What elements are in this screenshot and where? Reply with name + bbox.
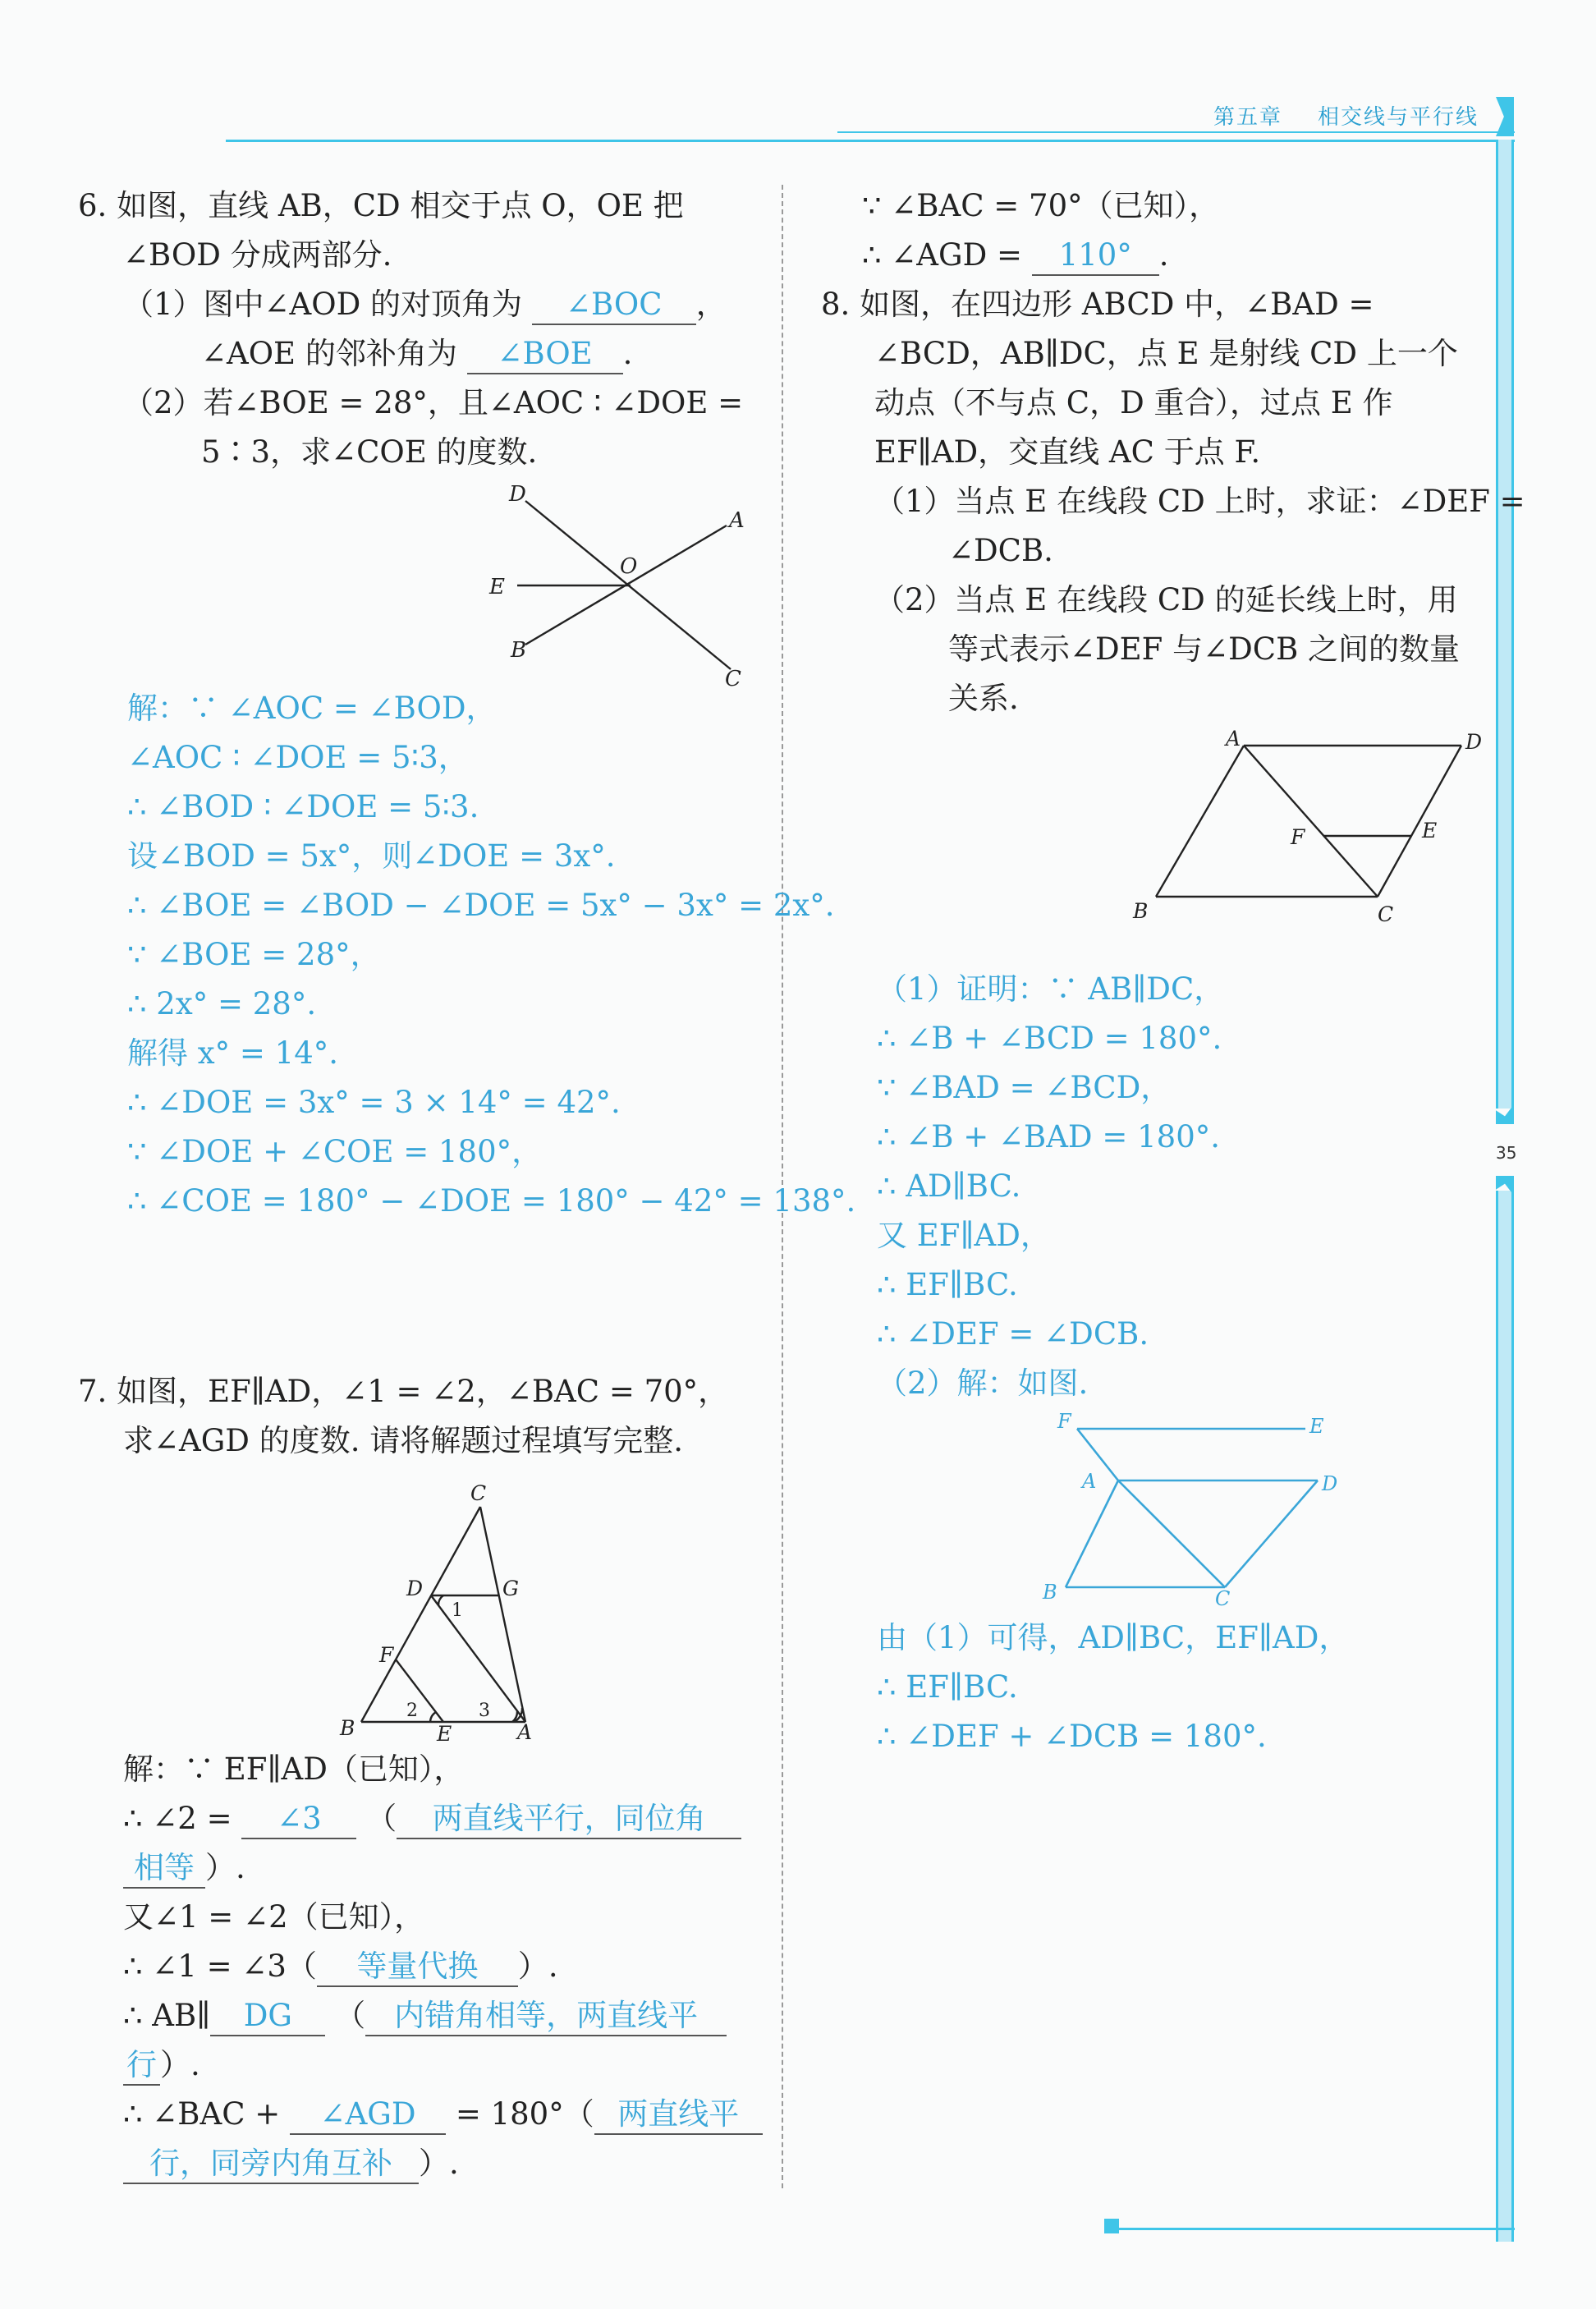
- chapter-label: 第五章: [1213, 105, 1283, 130]
- header-rule-thin: [837, 131, 1515, 133]
- q7-l6-text: ∴ AB∥: [123, 1998, 211, 2033]
- q7-l6-paren: （: [335, 1998, 366, 2033]
- q7-line-ca: [480, 1507, 525, 1722]
- q7-figure: [328, 1470, 558, 1749]
- q6-label-a: A: [729, 508, 745, 533]
- q7-reason-blank-1: 两直线平行，同位角: [397, 1800, 741, 1839]
- q6-figure: [476, 476, 755, 690]
- q6-solution-line: ∵ ∠BOE = 28°，: [127, 937, 381, 972]
- q6-stem-line1: 6. 如图，直线 AB，CD 相交于点 O，OE 把: [78, 188, 684, 223]
- q7-label-c: C: [470, 1481, 487, 1505]
- q7-label-b: B: [340, 1716, 355, 1740]
- q7-label-d: D: [406, 1577, 424, 1600]
- q8-stem-line: 8. 如图，在四边形 ABCD 中，∠BAD =: [821, 287, 1374, 322]
- q7-l5-text: ∴ ∠1 = ∠3（: [123, 1949, 317, 1984]
- q6-part1-sep: ，: [695, 287, 727, 322]
- q7-label-e: E: [437, 1722, 452, 1746]
- q8-part2-line: 等式表示∠DEF 与∠DCB 之间的数量: [948, 631, 1461, 667]
- q7-l7-end: ）.: [160, 2047, 200, 2082]
- q6-part1-line1: [123, 286, 727, 325]
- q6-stem-line2: ∠BOD 分成两部分.: [123, 237, 392, 273]
- q6-part1-end: .: [622, 336, 633, 371]
- margin-rail: [1496, 140, 1514, 1109]
- q6-answer-blank-1: ∠BOC: [532, 286, 696, 325]
- q8-f1-label-c: C: [1378, 902, 1394, 926]
- q6-solution-line: ∴ ∠COE = 180° − ∠DOE = 180° − 42° = 138°.: [127, 1183, 856, 1219]
- q8-f2-label-c: C: [1215, 1587, 1231, 1609]
- q8-f2-line-ac: [1118, 1480, 1225, 1587]
- q7-l3-end: ）.: [205, 1850, 245, 1885]
- q6-label-b: B: [511, 638, 527, 663]
- q7-reason-blank-1b: 相等: [123, 1849, 205, 1889]
- q8-proof-line: 又 EF∥AD，: [877, 1218, 1051, 1253]
- q6-label-c: C: [725, 667, 741, 690]
- chapter-title: 相交线与平行线: [1318, 105, 1479, 130]
- q8-f1-line-dc: [1378, 746, 1461, 897]
- q7-l2-paren: （: [366, 1801, 397, 1836]
- q7-angle-2-label: 2: [406, 1701, 418, 1721]
- q8-proof-line: （2）解：如图.: [877, 1366, 1089, 1401]
- q8-f1-label-b: B: [1133, 899, 1149, 923]
- q7-answer-blank-1: ∠3: [241, 1800, 356, 1839]
- q8-part2-line: （2）当点 E 在线段 CD 的延长线上时，用: [874, 582, 1458, 617]
- q6-solution-line: 设∠BOD = 5x°，则∠DOE = 3x°.: [127, 838, 616, 874]
- q8-f2-label-a: A: [1082, 1470, 1097, 1493]
- q7-label-g: G: [502, 1577, 519, 1600]
- q7-r2-text: ∴ ∠AGD =: [862, 237, 1023, 273]
- q6-solution-line: ∵ ∠DOE + ∠COE = 180°，: [127, 1134, 543, 1169]
- q7-angle-2-arc: [430, 1712, 436, 1722]
- q6-part1-line2: [201, 335, 632, 374]
- q6-solution-line: ∴ 2x° = 28°.: [127, 986, 317, 1021]
- q8-final-line: 由（1）可得，AD∥BC，EF∥AD，: [877, 1620, 1350, 1655]
- q8-f2-label-e: E: [1309, 1415, 1324, 1438]
- q7-line-7: [123, 2046, 200, 2086]
- q6-solution-line: ∴ ∠BOE = ∠BOD − ∠DOE = 5x° − 3x° = 2x°.: [127, 888, 835, 923]
- q7-r2-end: .: [1158, 237, 1169, 273]
- q8-figure-2: [1026, 1408, 1355, 1609]
- q6-solution-line: 解：∵ ∠AOC = ∠BOD，: [127, 691, 497, 726]
- q7-l8-text: ∴ ∠BAC +: [123, 2096, 281, 2132]
- q7-l2-text: ∴ ∠2 =: [123, 1801, 232, 1836]
- q8-f2-label-b: B: [1043, 1581, 1057, 1604]
- q8-f2-line-dc: [1225, 1480, 1318, 1587]
- q8-f2-label-d: D: [1322, 1472, 1338, 1495]
- q7-line-1: 解：∵ EF∥AD（已知），: [123, 1751, 465, 1787]
- q8-part1-line: ∠DCB.: [948, 533, 1053, 568]
- q7-reason-blank-3: 两直线平: [594, 2096, 763, 2135]
- q8-proof-line: （1）证明：∵ AB∥DC，: [877, 971, 1225, 1007]
- q8-final-line: ∴ EF∥BC.: [877, 1669, 1018, 1705]
- q6-part1-text: （1）图中∠AOD 的对顶角为: [123, 287, 523, 322]
- q8-final-line: ∴ ∠DEF + ∠DCB = 180°.: [877, 1719, 1267, 1754]
- q6-label-d: D: [509, 482, 526, 507]
- q8-proof-line: ∴ ∠B + ∠BAD = 180°.: [877, 1119, 1221, 1154]
- q8-stem-line: EF∥AD，交直线 AC 于点 F.: [874, 434, 1261, 470]
- q6-solution-line: 解得 x° = 14°.: [127, 1035, 338, 1071]
- page-number: 35: [1496, 1143, 1517, 1163]
- margin-rail-lower: [1496, 1191, 1514, 2242]
- q7-line-6: [123, 1997, 727, 2036]
- header-rule: [226, 140, 1515, 142]
- q7-angle-3-label: 3: [479, 1701, 490, 1721]
- q8-proof-line: ∴ EF∥BC.: [877, 1267, 1018, 1302]
- q7-reason-blank-2b: 行: [123, 2046, 160, 2086]
- q7-label-f: F: [379, 1643, 394, 1667]
- header-tab: [1496, 97, 1514, 136]
- q7-answer-blank-2: 等量代换: [317, 1948, 518, 1987]
- q8-stem-line: ∠BCD，AB∥DC，点 E 是射线 CD 上一个: [874, 336, 1458, 371]
- q7-reason-blank-3b: 行，同旁内角互补: [123, 2145, 419, 2184]
- q8-f1-label-a: A: [1226, 727, 1241, 751]
- q8-proof-line: ∵ ∠BAD = ∠BCD，: [877, 1070, 1172, 1105]
- q8-figure-1: [1117, 723, 1502, 936]
- footer-rule: [1119, 2228, 1515, 2230]
- q8-proof-line: ∴ ∠DEF = ∠DCB.: [877, 1316, 1149, 1352]
- q7-line-4: 又∠1 = ∠2（已知），: [123, 1899, 425, 1935]
- footer-square: [1104, 2219, 1119, 2233]
- q6-solution-line: ∴ ∠BOD ∶ ∠DOE = 5∶3.: [127, 789, 479, 824]
- q7-right-line-2: [862, 236, 1169, 276]
- q6-part1-text-b: ∠AOE 的邻补角为: [201, 336, 457, 371]
- q6-label-o: O: [620, 554, 638, 579]
- q6-part2-line1: （2）若∠BOE = 28°，且∠AOC ∶ ∠DOE =: [123, 385, 744, 420]
- q8-stem-line: 动点（不与点 C，D 重合），过点 E 作: [874, 385, 1393, 420]
- q7-answer-blank-3: DG: [210, 1997, 325, 2036]
- q7-stem-line2: 求∠AGD 的度数. 请将解题过程填写完整.: [123, 1423, 683, 1458]
- q8-part1-line: （1）当点 E 在线段 CD 上时，求证：∠DEF =: [874, 484, 1525, 519]
- q7-angle-1-label: 1: [452, 1600, 463, 1621]
- q7-line-3: [123, 1849, 245, 1889]
- q7-line-2: [123, 1800, 741, 1839]
- q7-answer-blank-4: ∠AGD: [290, 2096, 446, 2135]
- q6-label-e: E: [489, 575, 505, 599]
- q7-right-line-1: ∵ ∠BAC = 70°（已知），: [862, 188, 1220, 223]
- q8-f1-line-ab: [1156, 746, 1244, 897]
- q8-f1-line-ac: [1244, 746, 1378, 897]
- q8-f2-label-f: F: [1057, 1410, 1071, 1433]
- q6-answer-blank-2: ∠BOE: [467, 335, 623, 374]
- q7-label-a: A: [517, 1720, 533, 1744]
- q8-f1-label-d: D: [1465, 730, 1483, 754]
- q8-f1-label-e: E: [1422, 819, 1438, 842]
- q8-f1-label-f: F: [1291, 825, 1305, 849]
- q6-solution-line: ∠AOC ∶ ∠DOE = 5∶3，: [127, 740, 469, 775]
- q8-proof-line: ∴ ∠B + ∠BCD = 180°.: [877, 1021, 1222, 1056]
- q8-f2-line-ab: [1066, 1480, 1118, 1587]
- q6-part2-line2: 5∶3，求∠COE 的度数.: [201, 434, 538, 470]
- q7-l8-text-b: = 180°（: [455, 2096, 594, 2132]
- q7-stem-line1: 7. 如图，EF∥AD，∠1 = ∠2，∠BAC = 70°，: [78, 1374, 729, 1409]
- q7-angle-1-arc: [438, 1595, 443, 1605]
- q8-part2-line: 关系.: [948, 681, 1019, 716]
- q8-proof-line: ∴ AD∥BC.: [877, 1168, 1021, 1204]
- q7-l9-end: ）.: [419, 2146, 459, 2181]
- q7-answer-blank-5: 110°: [1032, 236, 1159, 276]
- q7-reason-blank-2: 内错角相等，两直线平: [365, 1997, 727, 2036]
- q7-line-8: [123, 2096, 763, 2135]
- q7-line-9: [123, 2145, 459, 2184]
- q7-line-5: [123, 1948, 558, 1987]
- q7-l5-end: ）.: [517, 1949, 558, 1984]
- q6-solution-line: ∴ ∠DOE = 3x° = 3 × 14° = 42°.: [127, 1085, 621, 1120]
